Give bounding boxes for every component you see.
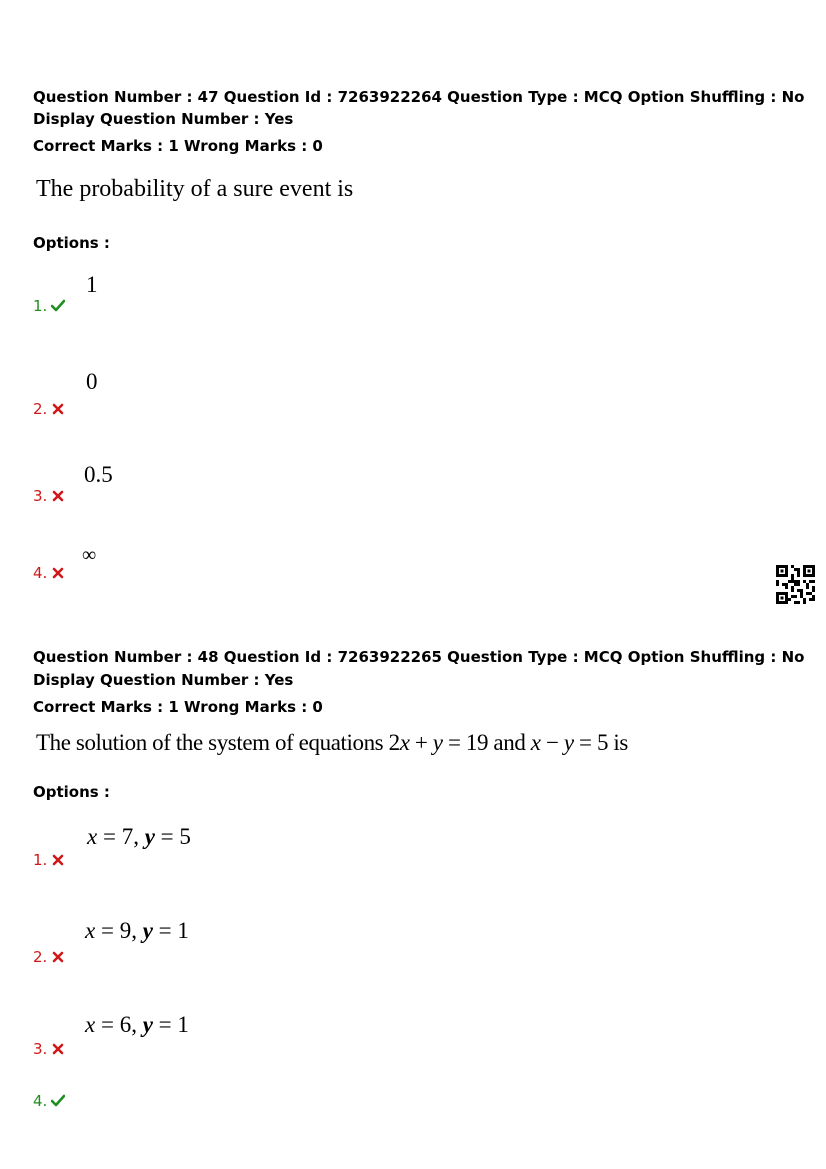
q47-option-1-number (33, 297, 65, 315)
coefficient: 2 (388, 730, 400, 755)
question-text-part: = 19 and (442, 730, 531, 755)
option-number-label: 2. (33, 948, 48, 966)
q47-header-line2: Display Question Number : Yes (33, 110, 294, 128)
q47-option-3-number (33, 487, 65, 505)
q48-options-label: Options : (33, 783, 110, 801)
qr-code-icon (776, 565, 815, 604)
option-number-label: 3. (33, 487, 48, 505)
q48-option-2-value (85, 918, 189, 944)
q47-option-2-value: 0 (86, 369, 98, 394)
variable-y: y (142, 1012, 153, 1037)
option-number-label: 4. (33, 564, 48, 582)
cross-icon (51, 853, 65, 867)
option-value-part: = 5 (154, 824, 191, 849)
variable-y: y (563, 730, 574, 755)
q48-option-4-number (33, 1092, 65, 1110)
q47-marks: Correct Marks : 1 Wrong Marks : 0 (33, 137, 323, 155)
variable-y: y (142, 918, 153, 943)
variable-x: x (399, 730, 410, 755)
q47-question-text: The probability of a sure event is (36, 176, 354, 202)
q47-option-3-value: 0.5 (84, 462, 113, 487)
option-number-label: 1. (33, 851, 48, 869)
check-icon (51, 299, 65, 313)
q48-marks: Correct Marks : 1 Wrong Marks : 0 (33, 698, 323, 716)
q47-option-2-number (33, 400, 65, 418)
option-value-part: = 6, (95, 1012, 143, 1037)
variable-x: x (85, 1012, 96, 1037)
cross-icon (51, 489, 65, 503)
q48-question-text (36, 730, 628, 756)
option-value-part: = 9, (95, 918, 143, 943)
check-icon (51, 1094, 65, 1108)
q48-header-line2: Display Question Number : Yes (33, 671, 294, 689)
cross-icon (51, 950, 65, 964)
option-number-label: 4. (33, 1092, 48, 1110)
option-number-label: 2. (33, 400, 48, 418)
cross-icon (51, 566, 65, 580)
option-number-label: 1. (33, 297, 48, 315)
q48-option-3-number (33, 1040, 65, 1058)
option-value-part: = 1 (152, 1012, 189, 1037)
variable-x: x (87, 824, 98, 849)
cross-icon (51, 402, 65, 416)
variable-y: y (432, 730, 443, 755)
variable-x: x (530, 730, 541, 755)
option-number-label: 3. (33, 1040, 48, 1058)
q47-header-line1: Question Number : 47 Question Id : 7263922264 Question Type : MCQ Option Shuffling : No (33, 88, 805, 106)
q48-header-line1: Question Number : 48 Question Id : 7263922265 Question Type : MCQ Option Shuffling : No (33, 648, 805, 666)
q48-option-2-number (33, 948, 65, 966)
option-value-part: = 1 (152, 918, 189, 943)
variable-x: x (85, 918, 96, 943)
q47-option-4-number (33, 564, 65, 582)
q47-option-4-value: ∞ (82, 544, 97, 566)
operator: − (540, 730, 564, 755)
q48-option-1-number (33, 851, 65, 869)
q48-option-3-value (85, 1012, 189, 1038)
option-value-part: = 7, (97, 824, 145, 849)
cross-icon (51, 1042, 65, 1056)
q47-option-1-value: 1 (86, 272, 98, 297)
variable-y: y (144, 824, 155, 849)
question-text-part: The solution of the system of equations (36, 730, 389, 755)
q47-options-label: Options : (33, 234, 110, 252)
question-text-part: = 5 is (573, 730, 628, 755)
q48-option-1-value (87, 824, 191, 850)
operator: + (409, 730, 433, 755)
